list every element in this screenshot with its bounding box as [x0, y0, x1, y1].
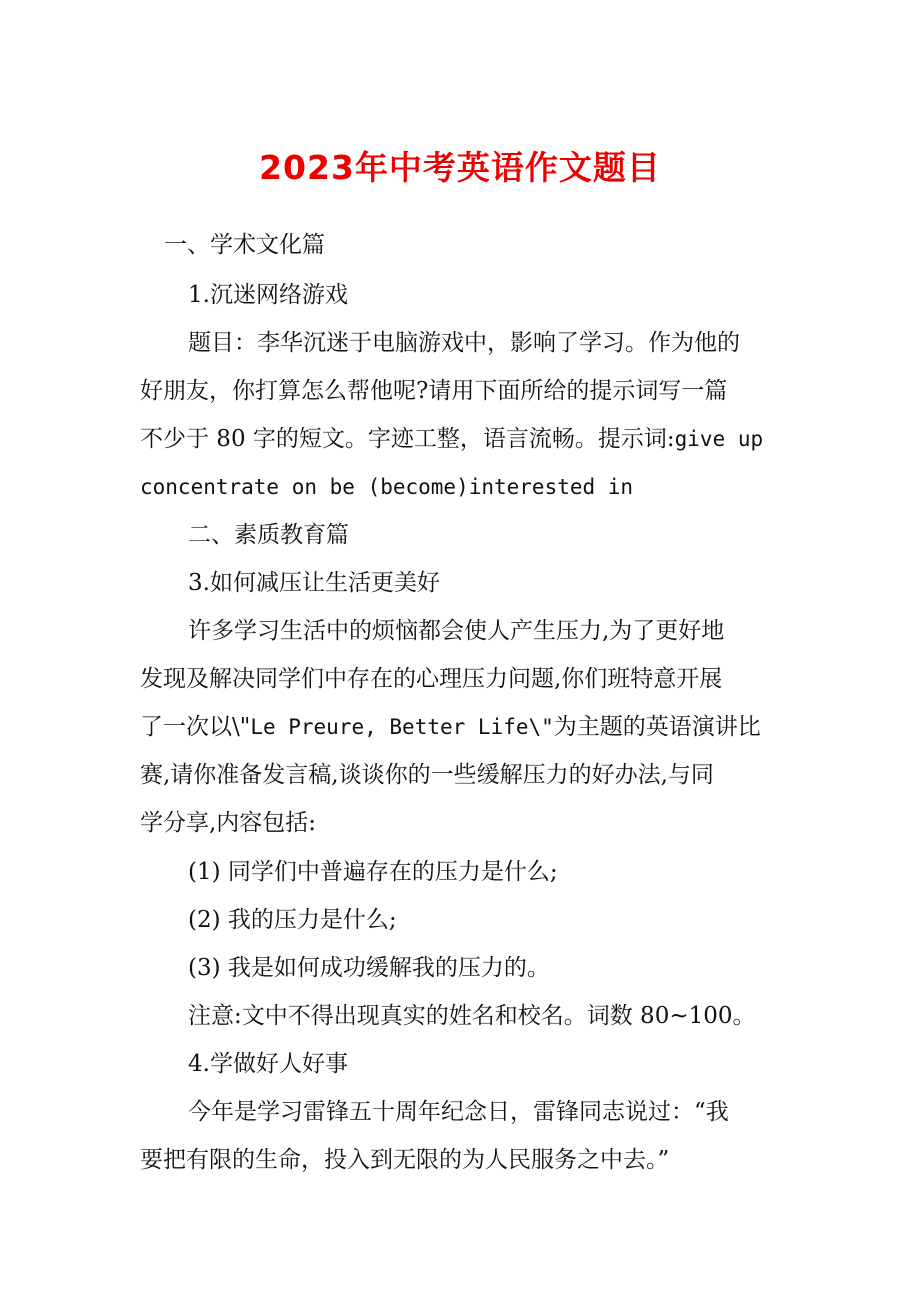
paragraph-line: 今年是学习雷锋五十周年纪念日，雷锋同志说过：“我	[188, 1099, 729, 1125]
paragraph-line: 学分享,内容包括:	[140, 810, 317, 836]
section-heading-academic-culture: 一、学术文化篇	[164, 232, 325, 258]
paragraph-line: 要把有限的生命，投入到无限的为人民服务之中去。”	[140, 1147, 670, 1173]
list-item-1: (1) 同学们中普遍存在的压力是什么;	[188, 859, 558, 885]
paragraph-line: 许多学习生活中的烦恼都会使人产生压力,为了更好地	[188, 618, 725, 644]
paragraph-line: 题目：李华沉迷于电脑游戏中，影响了学习。作为他的	[188, 330, 740, 356]
paragraph-line: 好朋友，你打算怎么帮他呢?请用下面所给的提示词写一篇	[140, 378, 728, 404]
speech-theme: Le Preure, Better Life\"	[250, 715, 554, 739]
topic-heading-internet-games: 1.沉迷网络游戏	[188, 282, 348, 308]
paragraph-text: 为主题的英语演讲比	[553, 714, 761, 740]
paragraph-line	[140, 712, 761, 742]
paragraph-line: 发现及解决同学们中存在的心理压力问题,你们班特意开展	[140, 666, 723, 692]
hint-words: give up	[674, 427, 764, 451]
paragraph-line: 赛,请你准备发言稿,谈谈你的一些缓解压力的好办法,与同	[140, 762, 714, 788]
section-heading-quality-education: 二、素质教育篇	[188, 522, 349, 548]
list-item-2: (2) 我的压力是什么;	[188, 907, 397, 933]
topic-heading-stress-relief: 3.如何减压让生活更美好	[188, 570, 440, 596]
paragraph-line	[140, 424, 763, 454]
list-item-3: (3) 我是如何成功缓解我的压力的。	[188, 955, 550, 981]
hint-words-line: concentrate on be (become)interested in	[140, 475, 634, 499]
topic-heading-good-deeds: 4.学做好人好事	[188, 1051, 348, 1077]
note-line: 注意:文中不得出现真实的姓名和校名。词数 80~100。	[188, 1003, 756, 1029]
document-title: 2023年中考英语作文题目	[259, 148, 661, 187]
paragraph-text: 了一次以\"	[140, 714, 251, 740]
paragraph-text: 不少于 80 字的短文。字迹工整，语言流畅。提示词:	[140, 426, 675, 452]
